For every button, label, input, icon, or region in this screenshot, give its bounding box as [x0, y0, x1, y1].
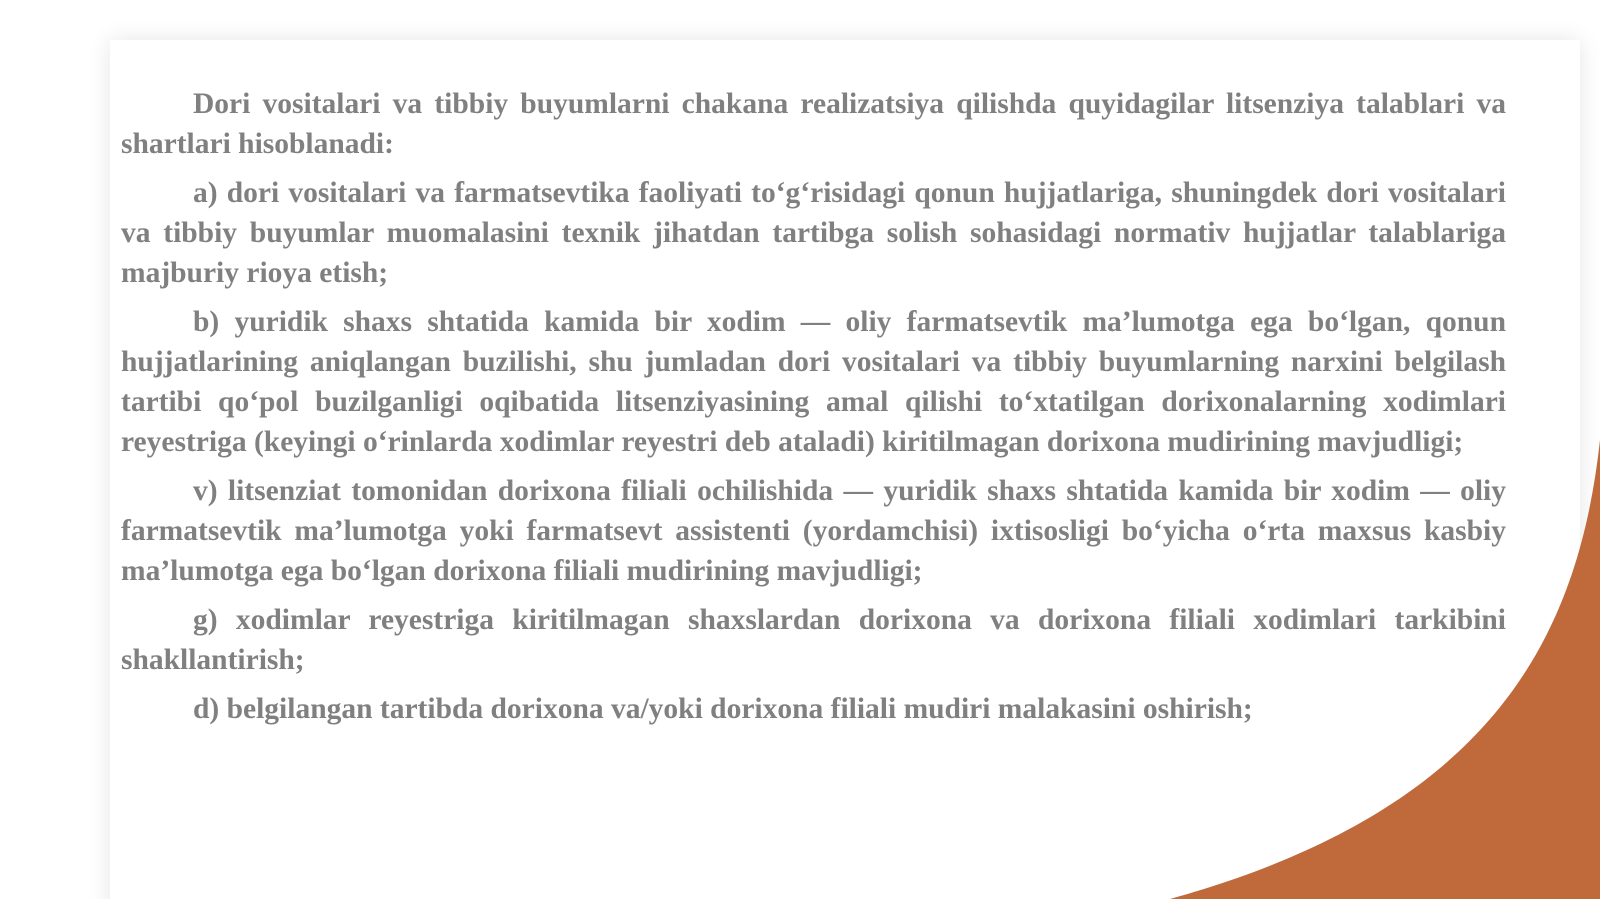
- paragraph-intro: Dori vositalari va tibbiy buyumlarni chakana realizatsiya qilishda quyidagilar litsenziya talablari va shartlari hisoblanadi:: [121, 88, 1506, 160]
- paragraph-a: a) dori vositalari va farmatsevtika faoliyati to‘g‘risidagi qonun hujjatlariga, shuningdek dori vositalari va tibbiy buyumlar muomalasini texnik jihatdan tartibga solish sohasidagi normativ hujjatlar talablariga majburiy rioya etish;: [121, 177, 1506, 289]
- document-body: [121, 84, 1506, 738]
- paragraph-g: g) xodimlar reyestriga kiritilmagan shaxslardan dorixona va dorixona filiali xodimlari tarkibini shakllantirish;: [121, 604, 1506, 676]
- paragraph-v: v) litsenziat tomonidan dorixona filiali ochilishida — yuridik shaxs shtatida kamida bir xodim — oliy farmatsevtik ma’lumotga yoki farmatsevt assistenti (yordamchisi) ixtisosligi bo‘yicha o‘rta maxsus kasbiy ma’lumotga ega bo‘lgan dorixona filiali mudirining mavjudligi;: [121, 475, 1506, 587]
- paragraph-b: b) yuridik shaxs shtatida kamida bir xodim — oliy farmatsevtik ma’lumotga ega bo‘lgan, qonun hujjatlarining aniqlangan buzilishi, shu jumladan dori vositalari va tibbiy buyumlarning narxini belgilash tartibi qo‘pol buzilganligi oqibatida litsenziyasining amal qilishi to‘xtatilgan dorixonalarning xodimlari reyestriga (keyingi o‘rinlarda xodimlar reyestri deb ataladi) kiritilmagan dorixona mudirining mavjudligi;: [121, 306, 1506, 458]
- paragraph-d: d) belgilangan tartibda dorixona va/yoki dorixona filiali mudiri malakasini oshirish;: [193, 693, 1253, 725]
